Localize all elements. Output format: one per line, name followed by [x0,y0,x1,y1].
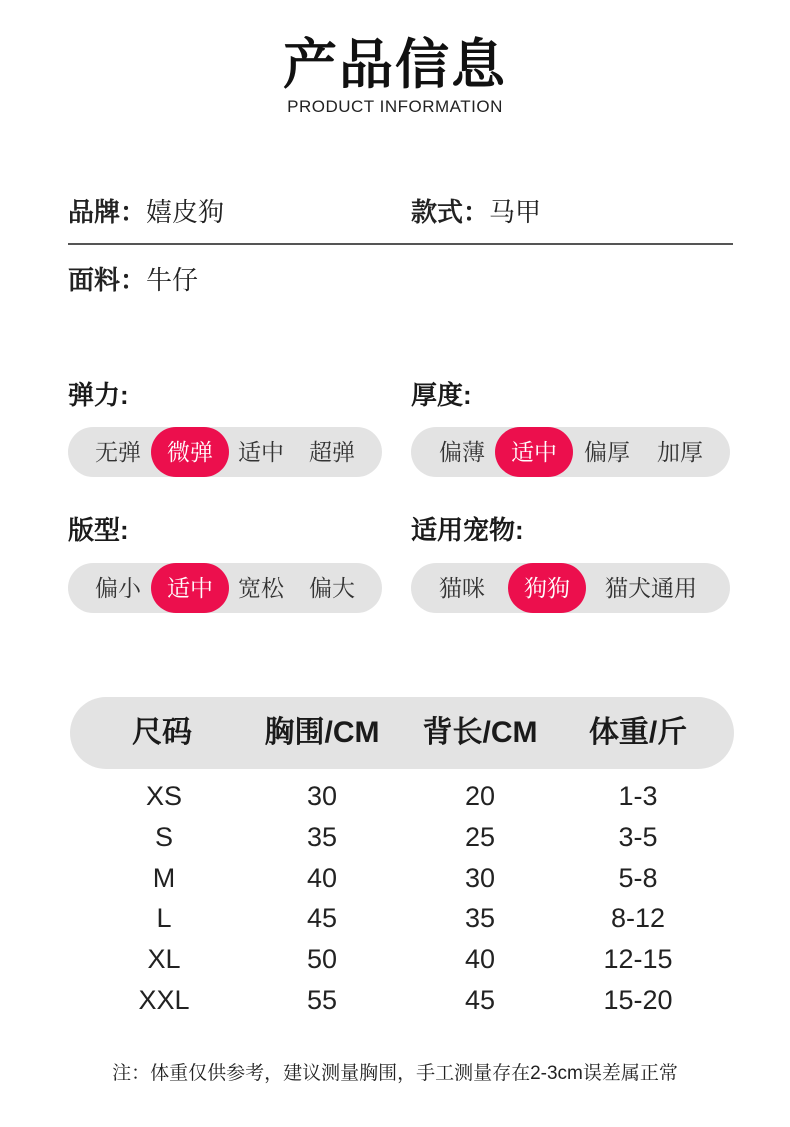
weight-cell: 5-8 [618,862,658,893]
elasticity-selector [68,427,382,477]
thickness-option[interactable]: 偏薄 [439,439,485,465]
size-cell: XXL [138,985,190,1015]
thickness-option[interactable]: 偏厚 [584,439,630,465]
style-value: 马甲 [489,197,542,227]
weight-cell: 12-15 [603,944,673,975]
page-subtitle: PRODUCT INFORMATION [287,97,503,116]
pet-option[interactable]: 猫犬通用 [605,575,697,601]
back-length-cell: 45 [464,985,496,1015]
chest-cell: 55 [306,985,338,1015]
footnote: 注：体重仅供参考，建议测量胸围，手工测量存在2-3cm误差属正常 [112,1063,678,1084]
chest-cell: 45 [306,903,338,934]
size-cell: L [156,903,172,934]
header-chest: 胸围/CM [264,716,380,749]
back-length-cell: 25 [464,821,496,852]
fabric-value: 牛仔 [146,265,199,295]
weight-cell: 15-20 [603,985,673,1015]
page-title: 产品信息 [283,35,507,95]
chest-cell: 50 [306,944,338,975]
chest-cell: 30 [306,781,338,811]
elasticity-option[interactable]: 无弹 [95,439,141,465]
size-cell: XL [147,944,181,975]
style-label: 款式： [411,197,490,227]
size-table-header [70,697,734,769]
back-length-cell: 20 [464,781,496,811]
fit-option[interactable]: 偏小 [95,575,141,601]
size-cell: M [152,862,176,893]
weight-cell: 8-12 [610,903,666,934]
back-length-cell: 35 [464,903,496,934]
weight-cell: 3-5 [618,821,658,852]
pet-option[interactable]: 猫咪 [439,575,485,601]
header-size: 尺码 [132,716,192,749]
fabric-info [68,260,198,297]
brand-info [68,192,224,229]
fit-selector [68,563,382,613]
thickness-option[interactable]: 适中 [495,427,573,477]
header-back-length: 背长/CM [422,716,538,749]
fit-title: 版型: [68,515,129,545]
elasticity-option[interactable]: 微弹 [151,427,229,477]
elasticity-title: 弹力: [68,380,129,410]
info-divider [68,243,733,245]
chest-cell: 40 [306,862,338,893]
thickness-selector [411,427,730,477]
size-cell: S [154,821,173,852]
pet-option[interactable]: 狗狗 [508,563,586,613]
elasticity-option[interactable]: 超弹 [309,439,355,465]
thickness-title: 厚度: [411,380,472,410]
size-cell: XS [145,781,183,811]
elasticity-option[interactable]: 适中 [238,439,284,465]
pet-selector [411,563,730,613]
back-length-cell: 30 [464,862,496,893]
pet-title: 适用宠物: [411,515,524,545]
fit-option[interactable]: 偏大 [309,575,355,601]
brand-label: 品牌： [68,197,147,227]
thickness-option[interactable]: 加厚 [657,439,703,465]
weight-cell: 1-3 [618,781,658,811]
fit-option[interactable]: 适中 [151,563,229,613]
back-length-cell: 40 [464,944,496,975]
fabric-label: 面料： [68,265,147,295]
chest-cell: 35 [306,821,338,852]
style-info [411,192,541,229]
fit-option[interactable]: 宽松 [238,575,284,601]
brand-value: 嬉皮狗 [146,197,225,227]
header-weight: 体重/斤 [588,716,688,749]
